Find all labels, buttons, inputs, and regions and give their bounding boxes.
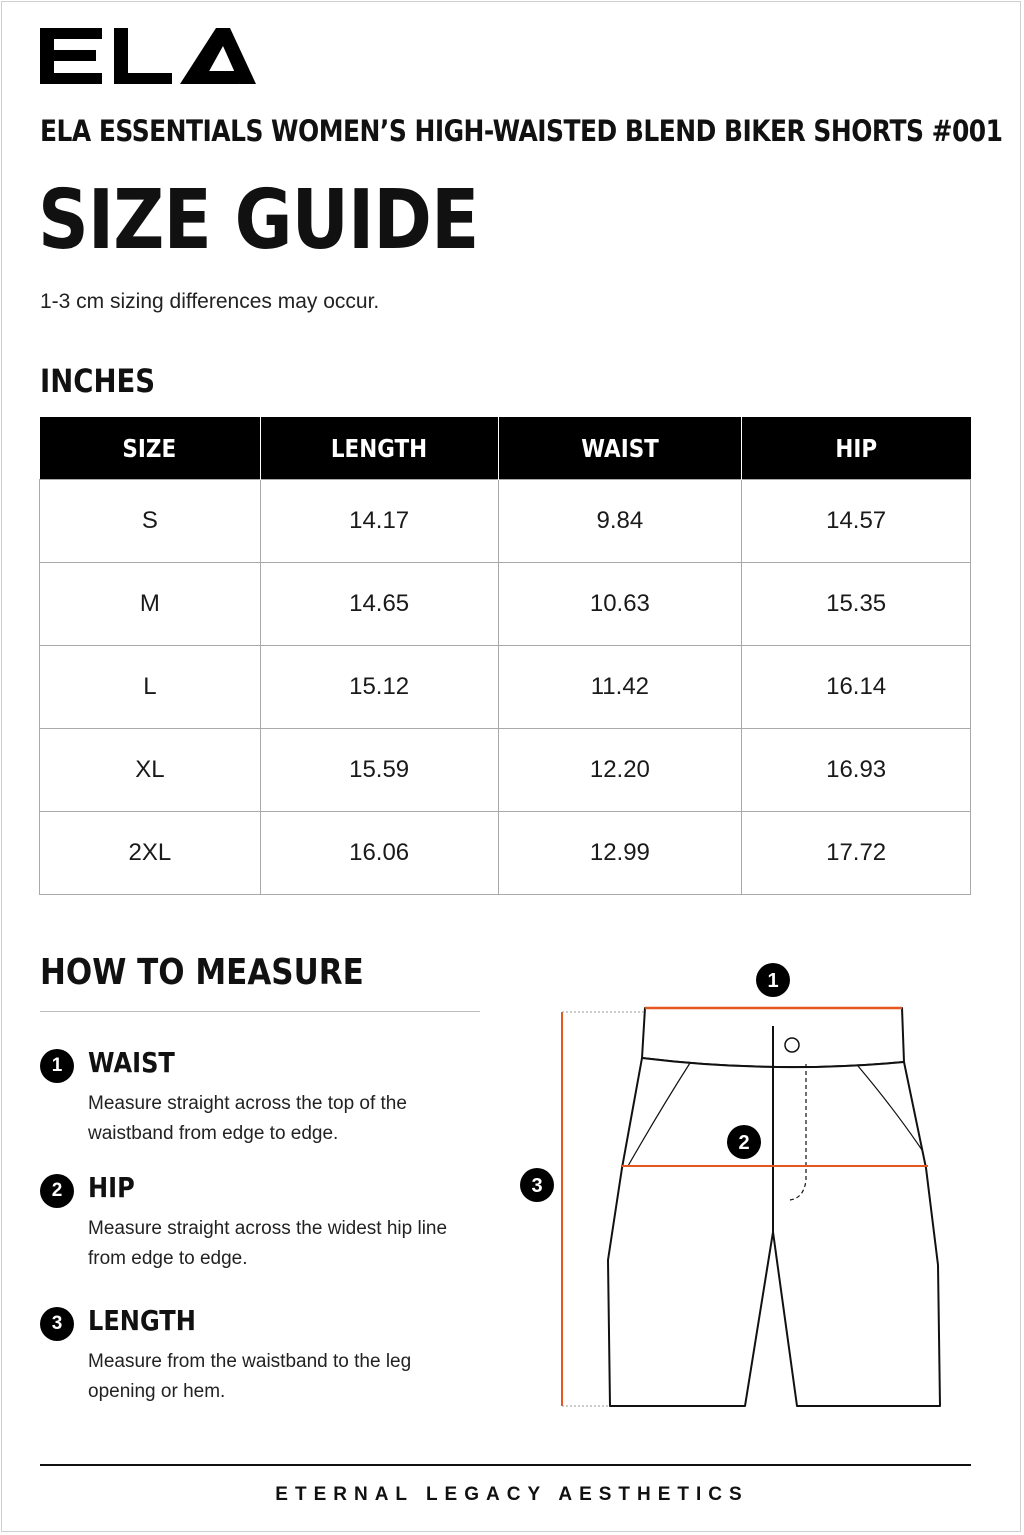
cell-waist: 9.84: [498, 480, 742, 563]
table-row: [40, 480, 971, 563]
table-header-row: [40, 417, 971, 480]
step-number-badge: 1: [40, 1049, 74, 1083]
header-length: LENGTH: [260, 417, 498, 480]
svg-text:1: 1: [767, 970, 779, 992]
cell-hip: 17.72: [742, 812, 971, 895]
cell-size: M: [40, 563, 261, 646]
cell-waist: 12.99: [498, 812, 742, 895]
shorts-diagram: [510, 955, 960, 1425]
step-description: Measure from the waistband to the leg opening or hem.: [88, 1351, 412, 1402]
shorts-outline: [608, 1008, 940, 1406]
cell-hip: 15.35: [742, 563, 971, 646]
marker-1: [756, 963, 790, 997]
units-heading: INCHES: [40, 362, 156, 400]
sizing-note: 1-3 cm sizing differences may occur.: [40, 290, 380, 313]
svg-text:3: 3: [531, 1175, 543, 1197]
cell-length: 16.06: [260, 812, 498, 895]
svg-text:2: 2: [738, 1132, 750, 1154]
button-icon: [785, 1038, 799, 1052]
cell-hip: 14.57: [742, 480, 971, 563]
cell-length: 14.17: [260, 480, 498, 563]
cell-hip: 16.93: [742, 729, 971, 812]
step-label: WAIST: [88, 1046, 175, 1079]
cell-length: 14.65: [260, 563, 498, 646]
marker-3: [520, 1168, 554, 1202]
cell-waist: 10.63: [498, 563, 742, 646]
header-waist: WAIST: [498, 417, 742, 480]
cell-size: L: [40, 646, 261, 729]
cell-size: XL: [40, 729, 261, 812]
step-label: HIP: [88, 1171, 135, 1204]
cell-waist: 11.42: [498, 646, 742, 729]
cell-hip: 16.14: [742, 646, 971, 729]
step-label: LENGTH: [88, 1304, 196, 1337]
marker-2: [727, 1125, 761, 1159]
table-row: [40, 646, 971, 729]
step-number-badge: 3: [40, 1307, 74, 1341]
footer-tagline: ETERNAL LEGACY AESTHETICS: [275, 1484, 749, 1505]
size-table: [39, 417, 971, 895]
product-title: ELA ESSENTIALS WOMEN’S HIGH-WAISTED BLEND BIKER SHORTS #001: [40, 114, 1003, 148]
cell-size: S: [40, 480, 261, 563]
header-size: SIZE: [40, 417, 261, 480]
table-row: [40, 812, 971, 895]
cell-size: 2XL: [40, 812, 261, 895]
cell-length: 15.59: [260, 729, 498, 812]
header-hip: HIP: [742, 417, 971, 480]
footer-divider: [40, 1464, 971, 1466]
step-number-badge: 2: [40, 1174, 74, 1208]
page-title: SIZE GUIDE: [38, 173, 479, 268]
step-description: Measure straight across the top of the waistband from edge to edge.: [88, 1093, 407, 1144]
table-row: [40, 563, 971, 646]
how-to-measure-title: HOW TO MEASURE: [40, 952, 364, 993]
cell-waist: 12.20: [498, 729, 742, 812]
step-description: Measure straight across the widest hip line from edge to edge.: [88, 1218, 448, 1269]
table-row: [40, 729, 971, 812]
ela-logo: [40, 28, 256, 84]
section-divider: [40, 1011, 480, 1012]
cell-length: 15.12: [260, 646, 498, 729]
